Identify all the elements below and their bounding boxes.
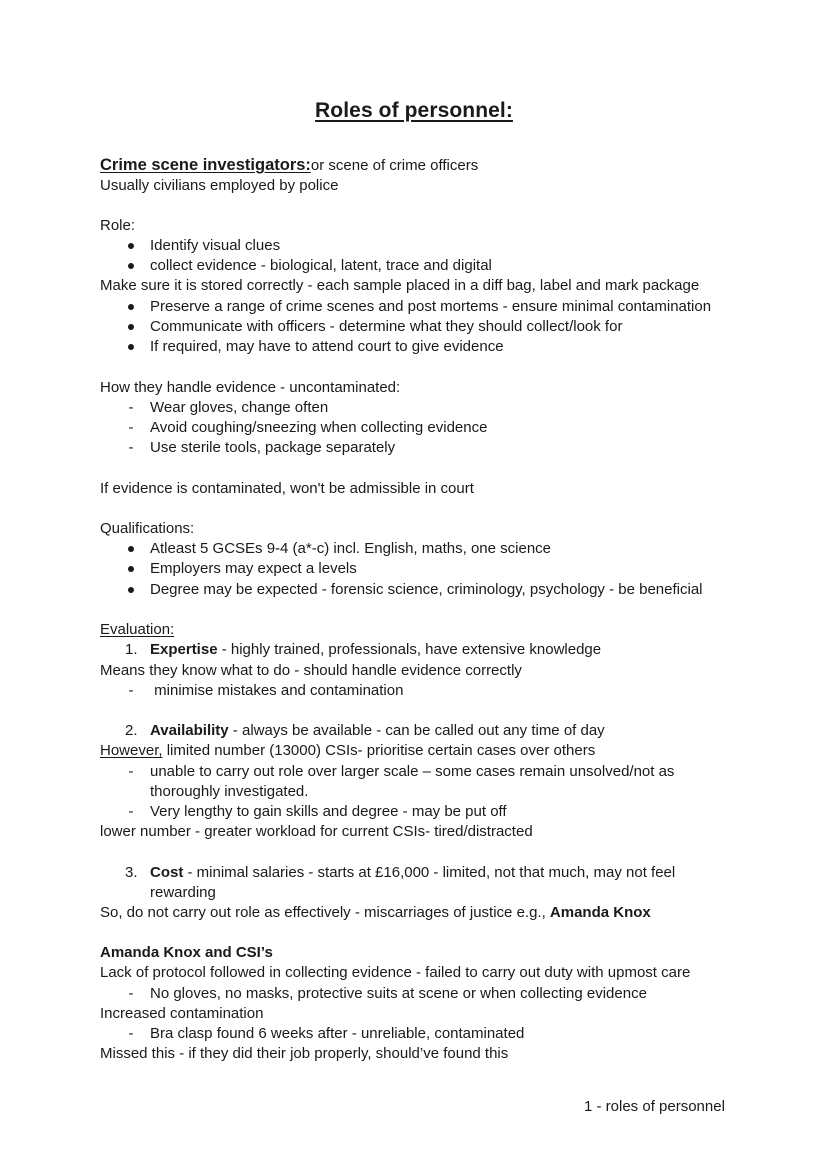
list-item-continuation: rewarding: [150, 884, 216, 901]
dash-icon: -: [128, 682, 134, 699]
cost-after: So, do not carry out role as effectively - miscarriages of justice e.g., Amanda Knox: [100, 904, 651, 921]
handling-note: If evidence is contaminated, won't be admissible in court: [100, 480, 474, 497]
dash-icon: -: [128, 419, 134, 436]
amanda-knox-heading: Amanda Knox and CSI’s: [100, 944, 273, 961]
evaluation-point-availability: 2. Availability - always be available - can be called out any time of day: [125, 722, 605, 739]
evaluation-point-cost: 3. Cost - minimal salaries - starts at £16,000 - limited, not that much, may not feel: [125, 864, 676, 881]
dash-icon: -: [128, 803, 134, 820]
dash-icon: -: [128, 1025, 134, 1042]
bullet-icon: [128, 304, 134, 310]
bullet-icon: [128, 243, 134, 249]
list-item: Employers may expect a levels: [100, 559, 740, 579]
list-item: Identify visual clues: [100, 236, 740, 256]
list-item: Atleast 5 GCSEs 9-4 (a*-c) incl. English, maths, one science: [100, 539, 740, 559]
list-item-continuation: thoroughly investigated.: [150, 783, 309, 800]
dash-icon: -: [128, 439, 134, 456]
list-item: collect evidence - biological, latent, trace and digital: [100, 256, 740, 276]
point-term: Expertise: [150, 641, 218, 658]
bullet-icon: [128, 344, 134, 350]
list-item: Communicate with officers - determine what they should collect/look for: [100, 317, 740, 337]
list-item: If required, may have to attend court to give evidence: [100, 337, 740, 357]
handling-label: How they handle evidence - uncontaminated:: [100, 379, 401, 396]
list-number: 1.: [125, 641, 138, 658]
point-term: Availability: [150, 722, 229, 739]
list-number: 2.: [125, 722, 138, 739]
bullet-icon: [128, 546, 134, 552]
bullet-icon: [128, 263, 134, 269]
amanda-knox-line: Increased contamination: [100, 1005, 264, 1022]
list-item: - Use sterile tools, package separately: [100, 438, 740, 458]
expertise-note: Means they know what to do - should handle evidence correctly: [100, 662, 522, 679]
point-term: Cost: [150, 864, 184, 881]
list-item: - Bra clasp found 6 weeks after - unreliable, contaminated: [100, 1024, 740, 1044]
list-item: - Avoid coughing/sneezing when collecting evidence: [100, 418, 740, 438]
evaluation-label: Evaluation:: [100, 621, 175, 638]
however-label: However,: [100, 742, 163, 759]
availability-after: lower number - greater workload for current CSIs- tired/distracted: [100, 823, 533, 840]
list-item: Preserve a range of crime scenes and post mortems - ensure minimal contamination: [100, 297, 740, 317]
role-note: Make sure it is stored correctly - each sample placed in a diff bag, label and mark package: [100, 277, 700, 294]
evaluation-point-expertise: 1. Expertise - highly trained, professionals, have extensive knowledge: [125, 641, 602, 658]
amanda-knox-line: Lack of protocol followed in collecting evidence - failed to carry out duty with upmost care: [100, 964, 691, 981]
csi-heading: Crime scene investigators:: [100, 156, 311, 174]
role-label: Role:: [100, 217, 136, 234]
bullet-icon: [128, 566, 134, 572]
page-title: Roles of personnel:: [315, 99, 513, 122]
page-footer: 1 - roles of personnel: [584, 1098, 725, 1115]
qualifications-label: Qualifications:: [100, 520, 195, 537]
bullet-icon: [128, 324, 134, 330]
list-item: Degree may be expected - forensic science, criminology, psychology - be beneficial: [100, 580, 740, 600]
amanda-knox-line: Missed this - if they did their job properly, should’ve found this: [100, 1045, 509, 1062]
list-item: - Very lengthy to gain skills and degree - may be put off: [100, 802, 740, 822]
dash-icon: -: [128, 399, 134, 416]
list-item: - No gloves, no masks, protective suits at scene or when collecting evidence: [100, 984, 740, 1004]
list-item: - minimise mistakes and contamination: [100, 681, 740, 701]
list-item: - Wear gloves, change often: [100, 398, 740, 418]
list-number: 3.: [125, 864, 138, 881]
dash-icon: -: [128, 985, 134, 1002]
csi-heading-line: [100, 155, 478, 175]
amanda-knox-reference: Amanda Knox: [549, 904, 651, 921]
csi-subtitle: Usually civilians employed by police: [100, 177, 339, 194]
availability-however: However, limited number (13000) CSIs- prioritise certain cases over others: [100, 742, 596, 759]
dash-icon: -: [128, 763, 134, 780]
bullet-icon: [128, 587, 134, 593]
list-item: - unable to carry out role over larger scale – some cases remain unsolved/not as: [100, 762, 740, 782]
csi-heading-suffix: or scene of crime officers: [310, 157, 479, 174]
